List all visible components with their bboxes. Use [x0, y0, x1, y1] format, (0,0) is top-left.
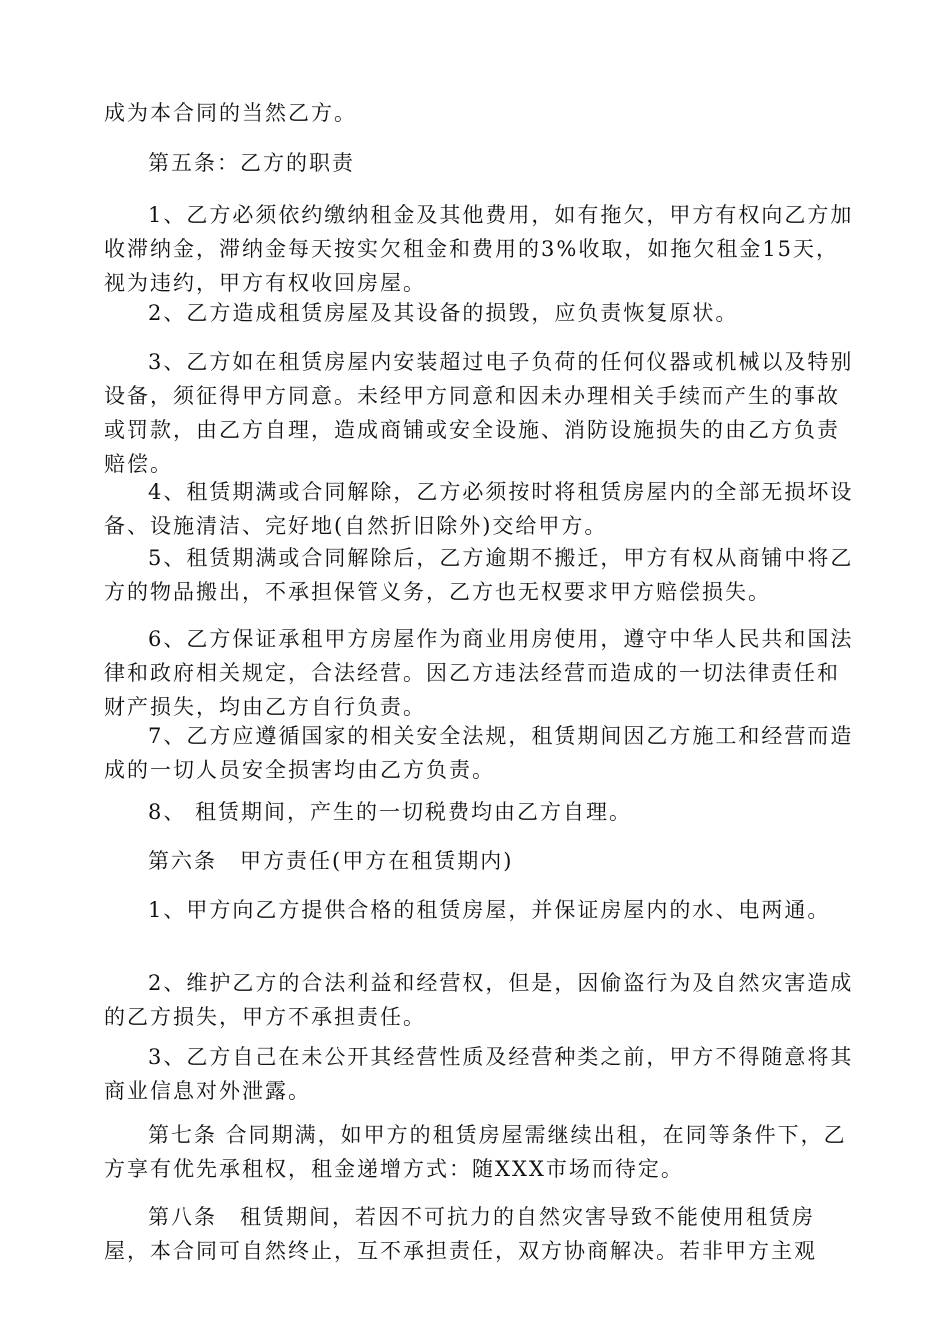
article-7: 第七条 合同期满，如甲方的租赁房屋需继续出租，在同等条件下，乙方享有优先承租权，租金递增方式：随XXX市场而待定。	[104, 1123, 847, 1181]
article-5-item-2: 2、乙方造成租赁房屋及其设备的损毁，应负责恢复原状。	[148, 301, 739, 325]
article-5-item-5: 5、租赁期满或合同解除后，乙方逾期不搬迁，甲方有权从商铺中将乙方的物品搬出，不承担保管义务，乙方也无权要求甲方赔偿损失。	[104, 546, 854, 604]
article-5-item-4: 4、租赁期满或合同解除，乙方必须按时将租赁房屋内的全部无损坏设备、设施清洁、完好地(自然折旧除外)交给甲方。	[104, 480, 854, 538]
article-5-item-1: 1、乙方必须依约缴纳租金及其他费用，如有拖欠，甲方有权向乙方加收滞纳金，滞纳金每天按实欠租金和费用的3%收取，如拖欠租金15天，视为违约，甲方有权收回房屋。	[104, 203, 854, 295]
article-5-item-7: 7、乙方应遵循国家的相关安全法规，租赁期间因乙方施工和经营而造成的一切人员安全损害均由乙方负责。	[104, 724, 854, 782]
article-5-item-6: 6、乙方保证承租甲方房屋作为商业用房使用，遵守中华人民共和国法律和政府相关规定，合法经营。因乙方违法经营而造成的一切法律责任和财产损失，均由乙方自行负责。	[104, 627, 854, 719]
article-5-item-8: 8、 租赁期间，产生的一切税费均由乙方自理。	[148, 800, 633, 824]
article-8: 第八条 租赁期间，若因不可抗力的自然灾害导致不能使用租赁房屋，本合同可自然终止，互不承担责任，双方协商解决。若非甲方主观	[104, 1205, 817, 1263]
article-6-item-1: 1、甲方向乙方提供合格的租赁房屋，并保证房屋内的水、电两通。	[148, 898, 831, 922]
article-6-item-3: 3、乙方自己在未公开其经营性质及经营种类之前，甲方不得随意将其商业信息对外泄露。	[104, 1045, 854, 1103]
article-6-heading: 第六条 甲方责任(甲方在租赁期内)	[148, 849, 514, 873]
article-5-item-3: 3、乙方如在租赁房屋内安装超过电子负荷的任何仪器或机械以及特别设备，须征得甲方同意。未经甲方同意和因未办理相关手续而产生的事故或罚款，由乙方自理，造成商铺或安全设施、消防设施损失的由乙方负责赔偿。	[104, 350, 854, 476]
paragraph-continuation: 成为本合同的当然乙方。	[104, 101, 357, 125]
article-6-item-2: 2、维护乙方的合法利益和经营权，但是，因偷盗行为及自然灾害造成的乙方损失，甲方不承担责任。	[104, 971, 854, 1029]
article-5-heading: 第五条：乙方的职责	[148, 151, 355, 175]
